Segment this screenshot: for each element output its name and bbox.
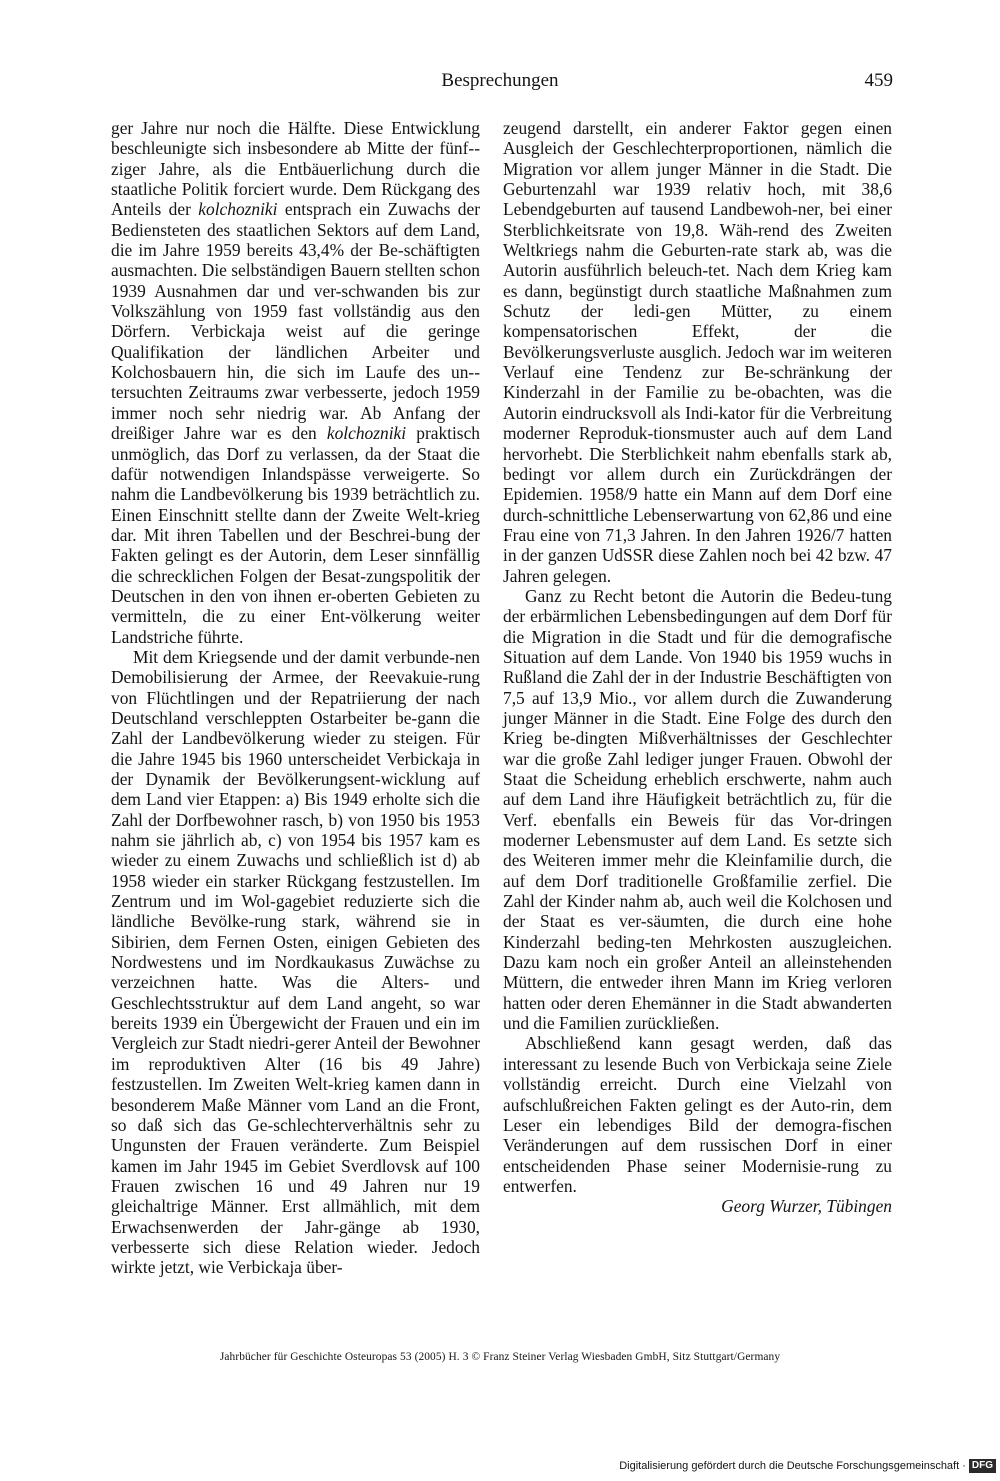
page-number: 459 [864,70,893,91]
text-run: Abschließend kann gesagt werden, daß das interessant zu lesende Buch von Verbickaja seine Ziele vollständig erreicht. Durch eine Vielzahl von aufschlußreichen Fakten gelingt es der Auto-rin, dem Leser ein lebendiges Bild der demogra-fischen Veränderungen auf dem russischen Dorf in einer entscheidenden Phase seiner Modernisie-rung zu entwerfen. [503,1033,892,1196]
text-run: Mit dem Kriegsende und der damit verbunde-nen Demobilisierung der Armee, der Reevakuie-rung von Flüchtlingen und der Repatriierung der nach Deutschland verschleppten Ostarbeiter be-gann die Zahl der Landbevölkerung wieder zu steigen. Für die Jahre 1945 bis 1960 unterscheidet Verbickaja in der Dynamik der Bevölkerungsent-wicklung auf dem Land vier Etappen: a) Bis 1949 erholte sich die Zahl der Dorfbewohner rasch, b) von 1950 bis 1953 nahm sie jährlich ab, c) von 1954 bis 1957 kam es wieder zu einem Zuwachs und schließlich ist d) ab 1958 wieder ein starker Rückgang festzustellen. Im Zentrum und im Wol-gagebiet reduzierte sich die ländliche Bevölke-rung stark, während sie in Sibirien, dem Fernen Osten, einigen Gebieten des Nordwestens und im Nordkaukasus Zuwächse zu verzeichnen hatte. Was die Alters- und Geschlechtsstruktur auf dem Land angeht, so war bereits 1939 ein Übergewicht der Frauen und ein im Vergleich zur Stadt niedri-gerer Anteil der Bewohner im reproduktiven Alter (16 bis 49 Jahre) festzustellen. Im Zweiten Welt-krieg kamen dann in besonderem Maße Männer vom Land an die Front, so daß sich das Ge-schlechterverhältnis sehr zu Ungunsten der Frauen veränderte. Zum Beispiel kamen im Jahr 1945 im Gebiet Sverdlovsk auf 100 Frauen zwischen 16 und 49 Jahren nur 19 gleichaltrige Männer. Erst allmählich, mit dem Erwachsenwerden der Jahr-gänge ab 1930, verbesserte sich diese Relation wieder. Jedoch wirkte jetzt, wie Verbickaja über- [111,646,480,1278]
journal-footer: Jahrbücher für Geschichte Osteuropas 53 (2005) H. 3 © Franz Steiner Verlag Wiesbaden GmbH, Sitz Stuttgart/Germany [219,1351,781,1363]
right-column [503,118,892,1217]
dfg-logo: DFG [969,1459,996,1473]
paragraph [111,647,480,1278]
paragraph [503,1033,892,1196]
italic-term: kolchozniki [198,199,278,220]
text-run: praktisch unmöglich, das Dorf zu verlassen, da der Staat die dafür notwendigen Inlandspässe verweigerte. So nahm die Landbevölkerung bis 1939 beträchtlich zu. Einen Einschnitt stellte dann der Zweite Welt-krieg dar. Mit ihren Tabellen und der Beschrei-bung der Fakten gelingt es der Autorin, dem Leser sinnfällig die schrecklichen Folgen der Besat-zungspolitik der Deutschen in den von ihnen er-oberten Gebieten zu vermitteln, die zu einer Ent-völkerung weiter Landstriche führte. [111,423,480,647]
paragraph [503,118,892,586]
text-run: zeugend darstellt, ein anderer Faktor gegen einen Ausgleich der Geschlechterproportionen, nämlich die Migration vor allem junger Männer in die Stadt. Die Geburtenzahl war 1939 relativ hoch, mit 38,6 Lebendgeburten auf tausend Landbewoh-ner, bei einer Sterblichkeitsrate von 19,8. Wäh-rend des Zweiten Weltkriegs nahm die Geburten-rate stark ab, was die Autorin ausführlich beleuch-tet. Nach dem Krieg kam es dann, begünstigt durch staatliche Maßnahmen zum Schutz der ledi-gen Mütter, zu einem kompensatorischen Effekt, der die Bevölkerungsverluste ausglich. Jedoch war im weiteren Verlauf eine Tendenz zur Be-schränkung der Kinderzahl in der Familie zu be-obachten, was die Autorin eindrucksvoll als Indi-kator für die Verbreitung moderner Reproduk-tionsmuster auch auf dem Land hervorhebt. Die Sterblichkeit nahm ebenfalls stark ab, bedingt vor allem durch ein Zurückdrängen der Epidemien. 1958/9 hatte ein Mann auf dem Dorf eine durch-schnittliche Lebenserwartung von 62,86 und eine Frau eine von 71,3 Jahren. In den Jahren 1926/7 hatten in der ganzen UdSSR diese Zahlen noch bei 42 bzw. 47 Jahren gelegen. [503,118,892,586]
paragraph [111,118,480,647]
right-column-paragraphs [503,118,892,1196]
text-run: ger Jahre nur noch die Hälfte. Diese Entwicklung beschleunigte sich insbesondere ab Mitte der fünf-ziger Jahre, als die Entbäuerlichung durch die staatliche Politik forciert wurde. Dem Rückgang des Anteils der [111,118,480,220]
text-run: entsprach ein Zuwachs der Bediensteten des staatlichen Sektors auf dem Land, die im Jahre 1959 bereits 43,4% der Be-schäftigten ausmachten. Die selbständigen Bauern stellten schon 1939 Ausnahmen dar und ver-schwanden bis zur Volkszählung von 1959 fast vollständig aus den Dörfern. Verbickaja weist auf die geringe Qualifikation der ländlichen Arbeiter und Kolchosbauern hin, die sich im Laufe des un-tersuchten Zeitraums zwar verbesserte, jedoch 1959 immer noch sehr niedrig war. Ab Anfang der dreißiger Jahre war es den [111,199,480,444]
digitization-credit [619,1459,996,1473]
header-title: Besprechungen [441,70,559,91]
digitization-credit-text: Digitalisierung gefördert durch die Deutsche Forschungsgemeinschaft · [619,1460,966,1472]
text-run: Ganz zu Recht betont die Autorin die Bedeu-tung der erbärmlichen Lebensbedingungen auf dem Dorf für die Migration in die Stadt und für die demografische Situation auf dem Lande. Von 1940 bis 1959 wuchs in Rußland die Zahl der in der Industrie Beschäftigten von 7,5 auf 13,9 Mio., vor allem durch die Zuwanderung junger Männer in die Stadt. Eine Folge des durch den Krieg be-dingten Mißverhältnisses der Geschlechter war die große Zahl lediger junger Frauen. Obwohl der Staat die Scheidung erheblich erschwerte, nahm auch auf dem Land ihre Häufigkeit beträchtlich zu, für die Verf. ebenfalls ein Beweis für das Vor-dringen moderner Lebensmuster auf dem Land. Es setzte sich des Weiteren immer mehr die Kleinfamilie durch, die auf dem Dorf traditionelle Großfamilie zerfiel. Die Zahl der Kinder nahm ab, auch weil die Kolchosen und der Staat es ver-säumten, die durch eine hohe Kinderzahl beding-ten Mehrkosten auszugleichen. Dazu kam noch ein großer Anteil an alleinstehenden Müttern, die entweder ihren Mann im Krieg verloren hatten oder deren Ehemänner in die Stadt abwanderten und die Familien zurückließen. [503,585,892,1034]
review-signature: Georg Wurzer, Tübingen [721,1196,892,1217]
left-column [111,118,480,1278]
italic-term: kolchozniki [326,423,407,444]
paragraph [503,586,892,1034]
